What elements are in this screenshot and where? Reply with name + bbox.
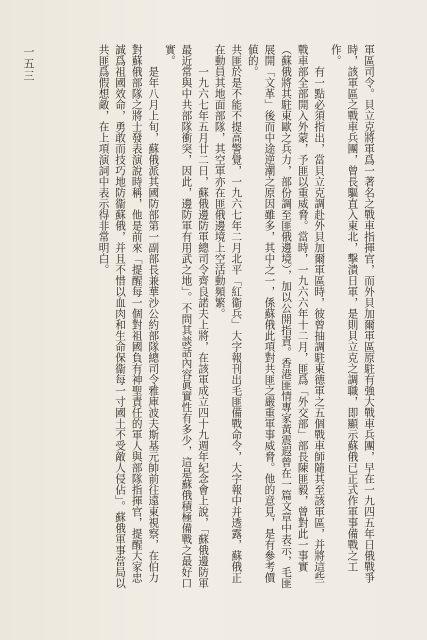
paragraph-5: 是年八月上旬，蘇俄派其國防部第一副部長兼華沙公約部隊總司令雅庫波夫斯基元帥前往遠東視察，在伯力對蘇俄部隊之將士發表演說時稱，他是前來「提醒每一個對祖國負有神聖責任的軍人與部隊指揮官，提醒大家忠誠爲祖國效命，勇敢而技巧地防衞蘇俄，并且不惜以血肉和生命保衞每一寸國土不受敵人侵佔」。蘇俄軍事當局以共匪爲假想敵，在上項演詞中表示得非常明白。: [97, 44, 160, 589]
paragraph-4: 一九六七年五月廿二日，蘇俄邊防軍總司令齊良諾夫上將，在該軍成立四十九週年紀念會上說，「蘇俄邊防軍最近常與中共部隊衝突，因此，邊防軍有用武之地」。不問其談話內容眞實性有多少，這是蘇俄積極備戰之最好口實。: [163, 44, 210, 589]
document-body: [37, 44, 377, 592]
paragraph-2: 有一點必須指出，當貝立克調赴外貝加爾軍區時，彼曾抽調駐東德軍之五個戰車師隨其至該軍區，并將這些戰車部全部開入外蒙，予匪以重威脅。當時，一九六六年十二月，匪爲「外交部」部長陳匪毅，曾對此一事實（蘇俄將其駐東歐之兵力，部份調至匪俄邊境），加以公開指責。香港匪情專家黃震遐曾在一篇文章中表示，毛匪展開「文革」後而中途逆潮之原因雖多，其中之一，係蘇俄此項對共匪之嚴重軍事威脅。他的意見，是有參考價値的。: [246, 44, 326, 589]
page-number: 一五三: [22, 46, 35, 82]
paragraph-3: 共匪於是不能不提高警覺，一九六七年二月北平「紅衞兵」大字報刊出毛匪備戰命令，大字報中并透露，蘇俄正在動員其地面部隊，其空軍亦在匪俄邊境上空活動頻繁。: [213, 44, 243, 583]
paragraph-1: 軍區司令。貝立克將軍爲一著名之戰車指揮官，而外貝加爾軍區原駐有強大戰車兵團，早在一九四五年日俄戰爭時，該軍區之戰車兵團，曾長驅直入東北，擊潰日軍，是則貝立克之調職，即顯示蘇俄已正式作軍事備戰之工作。: [329, 44, 375, 583]
